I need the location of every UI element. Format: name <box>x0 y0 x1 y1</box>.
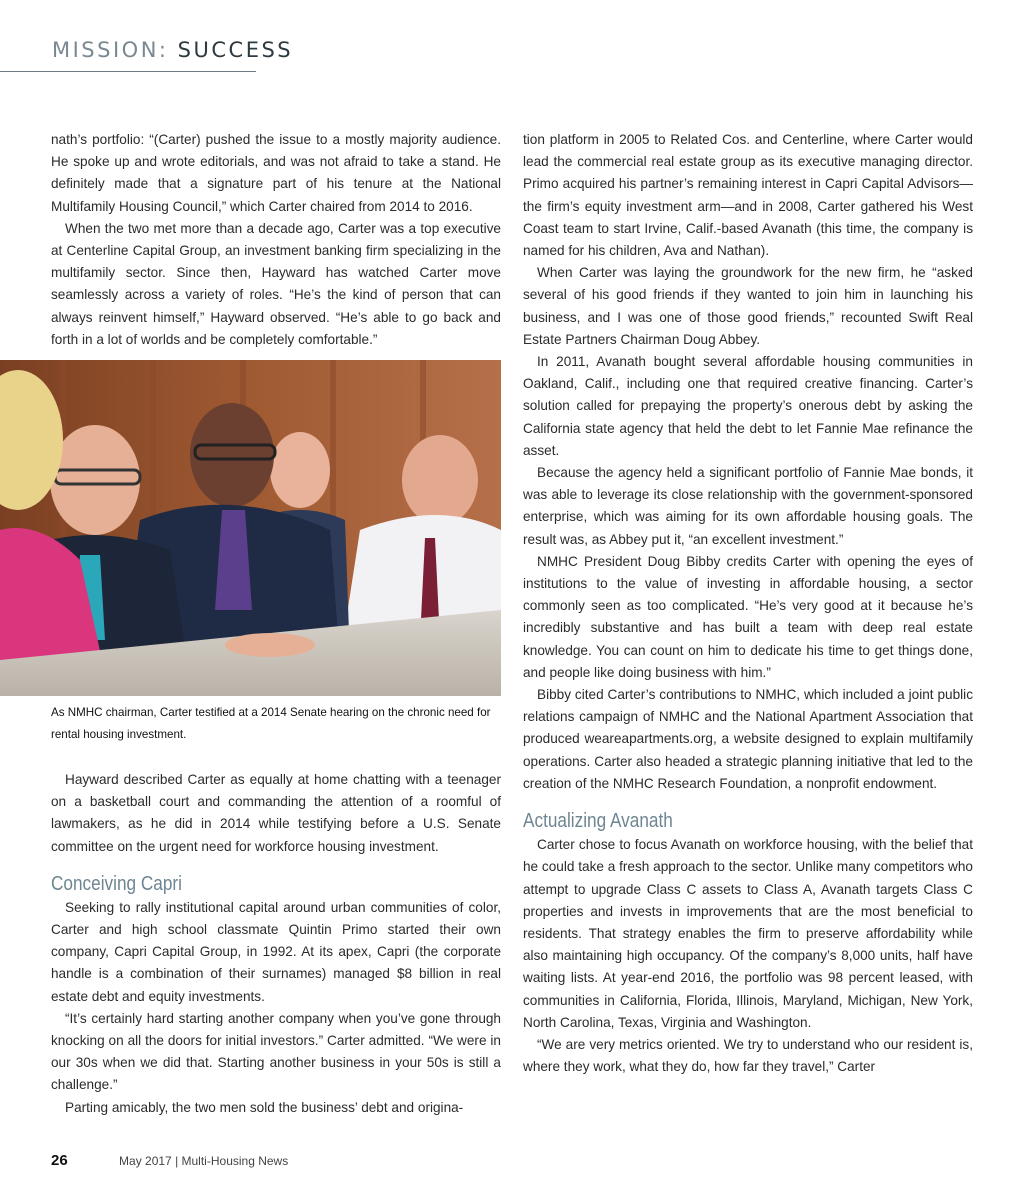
hearing-photo <box>0 360 501 696</box>
page-number: 26 <box>51 1152 68 1169</box>
section-header <box>52 38 293 62</box>
page-footer <box>51 1152 288 1169</box>
paragraph: Seeking to rally institutional capital around urban communities of color, Carter and high school classmate Quintin Primo started their own company, Capri Capital Group, in 1992. At its apex, Capri (the corporate handle is a combination of their surnames) managed $8 billion in real estate debt and equity investments. <box>51 899 501 1004</box>
paragraph: In 2011, Avanath bought several affordable housing communities in Oakland, Calif., including one that required creative financing. Carter’s solution called for prepaying the property’s onerous debt by asking the California state agency that held the debt to let Fannie Mae refinance the asset. <box>523 354 973 458</box>
subhead-actualizing-avanath: Actualizing Avanath <box>523 810 673 833</box>
header-rule <box>0 71 256 72</box>
issue-info: May 2017 | Multi-Housing News <box>119 1154 289 1168</box>
photo-caption: As NMHC chairman, Carter testified at a 2014 Senate hearing on the chronic need for rental housing investment. <box>51 706 491 741</box>
subhead-conceiving-capri: Conceiving Capri <box>51 872 182 895</box>
paragraph: “We are very metrics oriented. We try to understand who our resident is, where they work, what they do, how far they travel,” Carter <box>523 1036 973 1075</box>
paragraph: Parting amicably, the two men sold the business’ debt and origina- <box>65 1099 464 1115</box>
paragraph: nath’s portfolio: “(Carter) pushed the issue to a mostly majority audience. He spoke up and wrote editorials, and was not afraid to take a stand. He definitely made that a signature part of his tenure at the National Multifamily Housing Council,” which Carter chaired from 2014 to 2016. <box>51 132 501 214</box>
paragraph: When Carter was laying the groundwork for the new firm, he “asked several of his good friends if they wanted to join him in launching his business, and I was one of those good friends,” recounted Swift Real Estate Partners Chairman Doug Abbey. <box>523 265 973 347</box>
paragraph: “It’s certainly hard starting another company when you’ve gone through knocking on all the doors for initial investors.” Carter admitted. “We were in our 30s when we did that. Starting another business in your 50s is still a challenge.” <box>51 1010 501 1093</box>
paragraph: When the two met more than a decade ago, Carter was a top executive at Centerline Capital Group, an investment banking firm specializing in the multifamily sector. Since then, Hayward has watched Carter move seamlessly across a variety of roles. “He’s the kind of person that can always reinvent himself,” Hayward observed. “He’s able to go back and forth in a lot of worlds and be completely comfortable.” <box>51 220 501 347</box>
section-kicker: MISSION: <box>52 38 169 62</box>
paragraph: tion platform in 2005 to Related Cos. and Centerline, where Carter would lead the commercial real estate group as its executive managing director. Primo acquired his partner’s remaining interest in Capri Capital Advisors—the firm’s equity investment arm—and in 2008, Carter gathered his West Coast team to start Irvine, Calif.-based Avanath (this time, the company is named for his children, Ava and Nathan). <box>523 132 973 259</box>
paragraph: Bibby cited Carter’s contributions to NMHC, which included a joint public relations campaign of NMHC and the National Apartment Association that produced weareapartments.org, a website designed to explain multifamily operations. Carter also headed a strategic planning initiative that led to the creation of the NMHC Research Foundation, a nonprofit endowment. <box>523 687 973 791</box>
section-title: SUCCESS <box>177 38 294 62</box>
left-column-bottom <box>51 769 501 1119</box>
paragraph: Because the agency held a significant portfolio of Fannie Mae bonds, it was able to leverage its close relationship with the government-sponsored enterprise, which was aiming for its own affordable housing goals. The result was, as Abbey put it, “an excellent investment.” <box>523 465 973 547</box>
paragraph: NMHC President Doug Bibby credits Carter with opening the eyes of institutions to the value of investing in affordable housing, a sector commonly seen as too complicated. “He’s very good at it because he’s incredibly substantive and has built a team with deep real estate knowledge. You can count on him to dedicate his time to get things done, and people like doing business with him.” <box>523 553 973 680</box>
paragraph: Carter chose to focus Avanath on workforce housing, with the belief that he could take a fresh approach to the sector. Unlike many competitors who attempt to upgrade Class C assets to Class A, Avanath targets Class C properties and invests in improvements that are the most beneficial to residents. That strategy enables the firm to preserve affordability while also maintaining high occupancy. Of the company’s 8,000 units, half have waiting lists. At year-end 2016, the portfolio was 98 percent leased, with communities in California, Florida, Illinois, Maryland, Michigan, New York, North Carolina, Texas, Virginia and Washington. <box>523 837 973 1030</box>
right-column <box>523 129 973 1078</box>
left-column-top <box>51 129 501 351</box>
paragraph: Hayward described Carter as equally at home chatting with a teenager on a basketball court and commanding the attention of a roomful of lawmakers, as he did in 2014 while testifying before a U.S. Senate committee on the urgent need for workforce housing investment. <box>51 772 501 854</box>
